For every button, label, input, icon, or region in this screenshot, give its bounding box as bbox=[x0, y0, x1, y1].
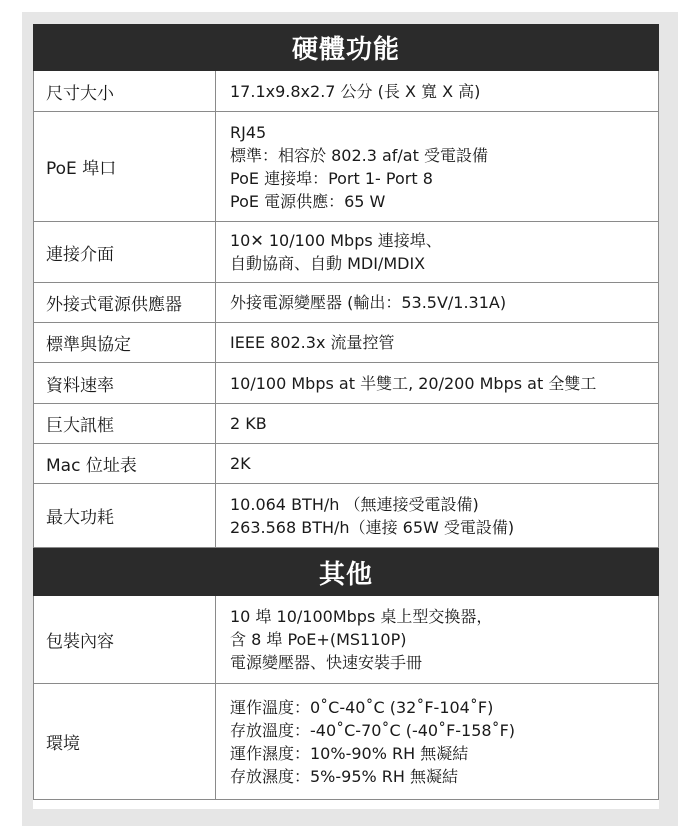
spec-line: 標準：相容於 802.3 af/at 受電設備 bbox=[230, 145, 488, 165]
spec-label: 外接式電源供應器 bbox=[34, 283, 216, 322]
section-header-other: 其他 bbox=[33, 548, 659, 596]
spec-row-interface bbox=[33, 222, 659, 283]
spec-row-environment bbox=[33, 684, 659, 800]
spec-value bbox=[216, 684, 658, 799]
spec-row-data-rate bbox=[33, 363, 659, 404]
spec-value bbox=[216, 444, 658, 483]
spec-line: 運作溫度：0˚C-40˚C (32˚F-104˚F) bbox=[230, 697, 494, 717]
spec-row-max-power bbox=[33, 484, 659, 548]
section-header-hardware: 硬體功能 bbox=[33, 24, 659, 71]
spec-line: PoE 電源供應：65 W bbox=[230, 191, 386, 211]
spec-value bbox=[216, 363, 658, 403]
spec-value bbox=[216, 323, 658, 362]
spec-line: PoE 連接埠：Port 1- Port 8 bbox=[230, 168, 433, 188]
spec-line: RJ45 bbox=[230, 122, 267, 142]
spec-line: 外接電源變壓器 (輸出：53.5V/1.31A) bbox=[230, 293, 507, 312]
spec-line: 2K bbox=[230, 454, 251, 473]
spec-line: 10.064 BTH/h （無連接受電設備) bbox=[230, 494, 479, 514]
spec-value bbox=[216, 112, 658, 221]
spec-value bbox=[216, 404, 658, 443]
spec-value bbox=[216, 596, 658, 683]
spec-row-jumbo-frame bbox=[33, 404, 659, 444]
spec-label: 最大功耗 bbox=[34, 484, 216, 547]
spec-label: 連接介面 bbox=[34, 222, 216, 282]
spec-sheet bbox=[33, 24, 659, 809]
spec-label: 巨大訊框 bbox=[34, 404, 216, 443]
spec-row-standards bbox=[33, 323, 659, 363]
spec-line: IEEE 802.3x 流量控管 bbox=[230, 333, 395, 352]
spec-row-mac-table bbox=[33, 444, 659, 484]
spec-line: 10✕ 10/100 Mbps 連接埠、 bbox=[230, 231, 442, 250]
spec-label: 標準與協定 bbox=[34, 323, 216, 362]
spec-label: 包裝內容 bbox=[34, 596, 216, 683]
spec-line: 17.1x9.8x2.7 公分 (長 X 寬 X 高) bbox=[230, 81, 481, 101]
spec-value bbox=[216, 71, 658, 111]
spec-row-power-adapter bbox=[33, 283, 659, 323]
spec-line: 存放溫度：-40˚C-70˚C (-40˚F-158˚F) bbox=[230, 720, 516, 740]
spec-line: 電源變壓器、快速安裝手冊 bbox=[230, 653, 423, 672]
spec-line: 含 8 埠 PoE+(MS110P) bbox=[230, 630, 407, 649]
spec-line: 運作濕度：10%-90% RH 無凝結 bbox=[230, 743, 469, 763]
spec-row-poe-port bbox=[33, 112, 659, 222]
spec-value bbox=[216, 222, 658, 282]
spec-line: 263.568 BTH/h（連接 65W 受電設備) bbox=[230, 517, 515, 537]
spec-label: Mac 位址表 bbox=[34, 444, 216, 483]
spec-line: 存放濕度：5%-95% RH 無凝結 bbox=[230, 766, 459, 786]
spec-value bbox=[216, 283, 658, 322]
spec-value bbox=[216, 484, 658, 547]
spec-line: 自動協商、自動 MDI/MDIX bbox=[230, 254, 426, 273]
spec-line: 2 KB bbox=[230, 414, 267, 433]
spec-row-size bbox=[33, 71, 659, 112]
spec-line: 10/100 Mbps at 半雙工, 20/200 Mbps at 全雙工 bbox=[230, 373, 597, 393]
spec-label: PoE 埠口 bbox=[34, 112, 216, 221]
spec-row-package bbox=[33, 596, 659, 684]
spec-label: 環境 bbox=[34, 684, 216, 799]
spec-label: 尺寸大小 bbox=[34, 71, 216, 111]
spec-line: 10 埠 10/100Mbps 桌上型交換器， bbox=[230, 607, 493, 626]
spec-label: 資料速率 bbox=[34, 363, 216, 403]
